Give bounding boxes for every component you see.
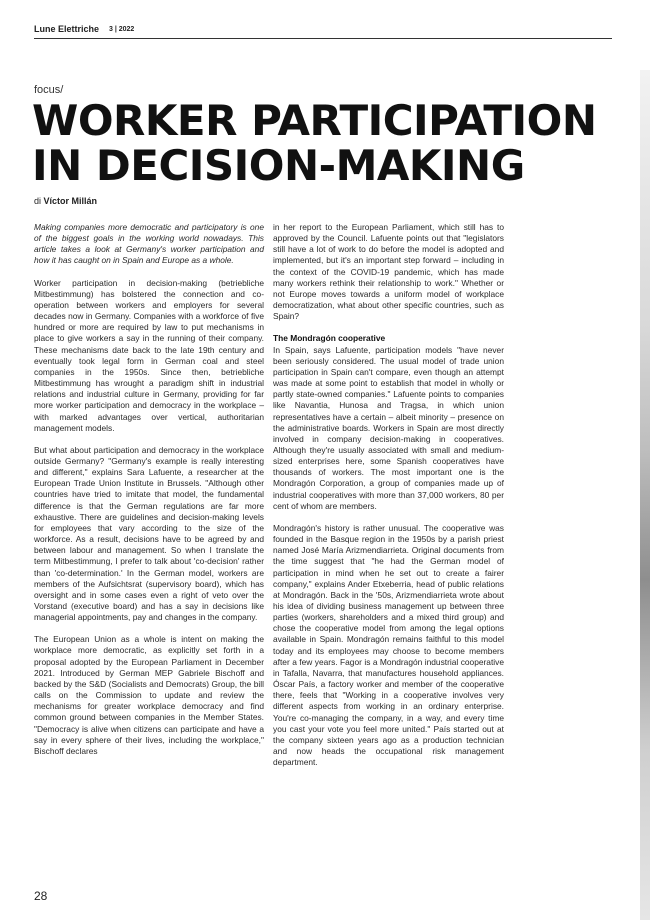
article-lede: Making companies more democratic and participatory is one of the biggest goals in the working world nowadays. This article takes a look at Germany's worker participation and how it has caught on in Spain and Europe as a whole.: [34, 222, 264, 266]
adjacent-page-photo-edge: [640, 70, 650, 920]
left-column: [34, 222, 264, 768]
byline: [34, 196, 97, 206]
body-paragraph: In Spain, says Lafuente, participation models "have never been seriously considered. The usual model of trade union participation in Spain can't compare, even though an attempt was made at some point to establish that model in wholly or partly state-owned companies." Lafuente points to companies like Navantia, Hunosa and Tragsa, in which union representatives have a certain – albeit minority – presence on the administrative boards. Workers in Spain are most directly involved in company decision-making in cooperatives. Although they're usually associated with small and medium-sized enterprises here, some Spanish cooperatives have thousands of workers. The most important one is the Mondragón Corporation, a group of companies made up of industrial cooperatives with more than 37,000 workers, 80 per cent of whom are members.: [273, 344, 504, 511]
body-paragraph: Mondragón's history is rather unusual. The cooperative was founded in the Basque region in the 1950s by a parish priest named José María Arizmendiarrieta. Original documents from the time suggest that "he had the German model of participation in mind when he set out to create a fairer company," explains Ander Etxeberria, head of public relations at Mondragón. Back in the '50s, Arizmendiarrieta wrote about his idea of dividing business management up between three parties (workers, shareholders and a mixed third group) and chose the cooperative model from among the legal options available in Spain. Mondragón remains faithful to this model today and its employees may choose to become members after a few years. Fagor is a Mondragón industrial cooperative in Tafalla, Navarra, that manufactures household appliances. Óscar País, a factory worker and member of the cooperative there, feels that "Working in a cooperative involves very different aspects from working in an ordinary enterprise. You're co-managing the company, in a way, and every time you cast your vote you feel more united." País started out at the company sixteen years ago as a production technician and now heads the occupational risk management department.: [273, 522, 504, 768]
article-title: WORKER PARTICIPATION IN DECISION-MAKING: [32, 96, 597, 190]
section-tag: focus/: [34, 84, 64, 96]
magazine-name: Lune Elettriche: [34, 24, 100, 34]
running-header: [34, 24, 609, 34]
byline-author: Víctor Millán: [43, 196, 98, 206]
byline-prefix: di: [34, 196, 42, 206]
body-paragraph: Worker participation in decision-making (betriebliche Mitbestimmung) has bolstered the connection and co-operation between workers and employers for several decades now in Germany. Companies with a workforce of five hundred or more are required by law to put mechanisms in place to give workers a say in the running of their company. These mechanisms date back to the late 19th century and eventually took legal form in German coal and steel companies in the 1950s. Since then, betriebliche Mitbestimmung has wrought a paradigm shift in industrial relations and industrial culture in Germany, providing for far more worker participation and democracy in the workplace – with marked advantages over vertical, authoritarian management models.: [34, 277, 264, 433]
body-paragraph: The European Union as a whole is intent on making the workplace more democratic, as explicitly set forth in a proposal adopted by the European Parliament in December 2021. Introduced by German MEP Gabriele Bischoff and backed by the S&D (Socialists and Democrats) Group, the bill calls on the Commission to update and review the mechanisms for greater workplace democracy and find common ground between companies in the Member States. "Democracy is alive when citizens can participate and have a say in every sphere of their lives, including the workplace," Bischoff declares: [34, 634, 264, 756]
header-divider: [34, 38, 612, 39]
body-paragraph: But what about participation and democracy in the workplace outside Germany? "Germany's example is really interesting and different," explains Sara Lafuente, a researcher at the European Trade Union Institute in Brussels. "Although other countries have tried to imitate that model, the fundamental difference is that the German regulations are far more exhaustive. There are guidelines and decision-making levels for employees that vary according to the size of the workforce. As a result, decisions have to be agreed by and between labour and management. So when I translate the term Mitbestimmung, I prefer to talk about 'co-decision' rather than 'co-determination.' In the German model, workers are members of the Aufsichtsrat (supervisory board), which has oversight and in some cases even a right of veto over the Vorstand (executive board) and has a say in decisions like managerial appointments, pay and changes in the company.: [34, 444, 264, 623]
page-number: 28: [34, 889, 48, 903]
right-column: [273, 222, 504, 779]
issue-number: 3 | 2022: [109, 25, 135, 33]
body-paragraph: in her report to the European Parliament, which still has to approved by the Council. Lafuente points out that "legislators still have a lot of work to do before the model is adopted and implemented, but it's an important step forward – including in the context of the COVID-19 pandemic, which has made many workers rethink their relationship to work." Whether or not Europe moves towards a uniform model of workplace democratization, what about other specific countries, such as Spain?: [273, 222, 504, 322]
section-subheading: The Mondragón cooperative: [273, 333, 386, 344]
